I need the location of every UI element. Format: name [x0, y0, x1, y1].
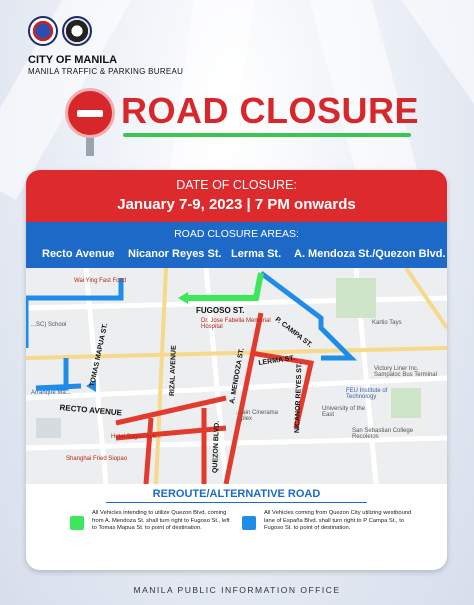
place-shanghai: Shanghai Fried Siopao: [66, 456, 128, 462]
date-banner: [26, 170, 447, 222]
label-quezon: QUEZON BLVD.: [212, 420, 221, 474]
label-fugoso: FUGOSO ST.: [196, 306, 245, 315]
green-route-swatch: [70, 516, 84, 530]
place-ue: University of the East: [322, 406, 366, 418]
sign-pole: [86, 136, 94, 156]
title-block: [65, 88, 420, 148]
blue-route-swatch: [242, 516, 256, 530]
closure-map[interactable]: [26, 268, 447, 484]
blue-route-text: All Vehicles coming from Quezon City utilizing westbound lane of España Blvd. shall turn right to P Campa St., to Fugoso St. to point of destination.: [264, 510, 412, 531]
reroute-title: REROUTE/ALTERNATIVE ROAD: [152, 488, 321, 500]
area-lerma: Lerma St.: [231, 248, 282, 260]
label-nicanor: NICANOR REYES ST.: [294, 362, 304, 434]
date-value: January 7-9, 2023 | 7 PM onwards: [117, 196, 356, 213]
place-feu: FEU Institute of Technology: [346, 388, 388, 400]
label-rizal: RIZAL AVENUE: [169, 345, 178, 397]
bureau-name: MANILA TRAFFIC & PARKING BUREAU: [28, 67, 184, 76]
area-nicanor: Nicanor Reyes St.: [128, 248, 222, 260]
area-mendoza-quezon: A. Mendoza St./Quezon Blvd.: [294, 248, 446, 260]
place-victory: Victory Liner Inc. Sampaloc Bus Terminal: [374, 366, 437, 378]
place-school: ...SC) School: [31, 322, 67, 328]
place-sebastian: San Sebastian College Recoletos: [352, 428, 414, 440]
header: [28, 10, 448, 85]
title-underline: [123, 133, 411, 137]
place-waiying: Wai Ying Fast Food: [74, 278, 127, 284]
place-cinerama: ...iain Cinerama ...plex: [236, 410, 279, 422]
label-recto: RECTO AVENUE: [59, 403, 123, 418]
mtpb-seal-logo: [62, 16, 92, 46]
manila-seal-logo: [28, 16, 58, 46]
city-name: CITY OF MANILA: [28, 54, 118, 66]
date-label: DATE OF CLOSURE:: [176, 178, 297, 192]
page-title: ROAD CLOSURE: [121, 90, 420, 131]
areas-label: ROAD CLOSURE AREAS:: [174, 228, 299, 240]
label-tomas-mapua: TOMAS MAPUA ST.: [89, 322, 110, 388]
reroute-section: [26, 484, 447, 570]
place-sogo: Hotel Sogo - Ave...: [111, 434, 161, 440]
label-mendoza: A. MENDOZA ST.: [229, 347, 246, 405]
place-fabella: Dr. Jose Fabella Memorial Hospital: [201, 318, 271, 330]
label-lerma: LERMA ST.: [258, 354, 296, 367]
area-recto: Recto Avenue: [42, 248, 115, 260]
green-route-text: All Vehicles intending to utilize Quezon Blvd. coming from A. Mendoza St. shall turn right to Fugoso St., left to Tomas Mapua St. to point of destination.: [92, 510, 230, 531]
label-pcampa: P. CAMPA ST.: [273, 316, 314, 349]
divider: [106, 502, 367, 503]
areas-banner: [26, 222, 447, 268]
place-arranque: Arranque Ma...: [31, 390, 71, 396]
no-entry-icon: [65, 88, 115, 138]
place-karto: Kartio Tays: [372, 320, 402, 326]
footer: MANILA PUBLIC INFORMATION OFFICE: [133, 585, 341, 595]
closure-card: [26, 170, 447, 570]
